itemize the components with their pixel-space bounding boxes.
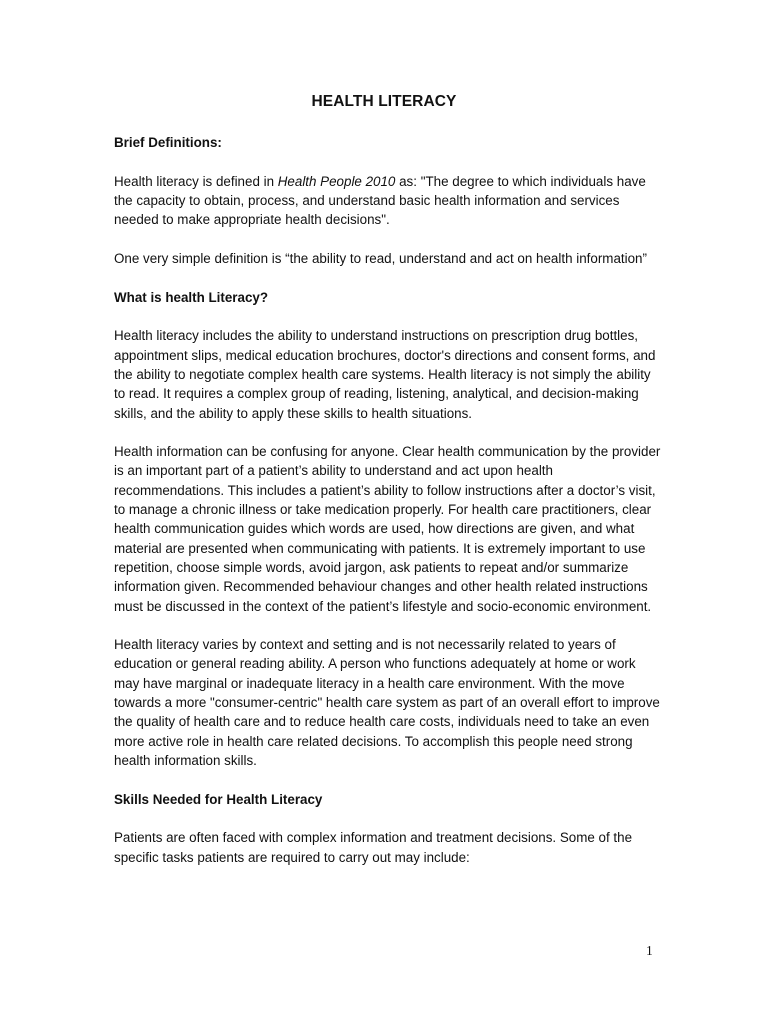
- what-is-paragraph-3: Health literacy varies by context and setting and is not necessarily related to years of education or general reading ability. A person who functions adequately at home or work may have marginal or inadequate literacy in a health care environment. With the move towards a more "consumer-centric" health care system as part of an overall effort to improve the quality of health care and to reduce health care costs, individuals need to take an even more active role in health care related decisions. To accomplish this people need strong health information skills.: [114, 637, 660, 768]
- document-body: [114, 133, 662, 886]
- definition-text-pre: Health literacy is defined in: [114, 173, 278, 189]
- section-heading-what-is: What is health Literacy?: [114, 289, 269, 305]
- definition-paragraph-1: [114, 172, 662, 230]
- page-title: HEALTH LITERACY: [311, 93, 457, 110]
- skills-paragraph-1: Patients are often faced with complex information and treatment decisions. Some of the specific tasks patients are required to carry out may include:: [114, 830, 633, 865]
- what-is-paragraph-2: Health information can be confusing for anyone. Clear health communication by the provider is an important part of a patient’s ability to understand and act upon health recommendations. This includes a patient’s ability to follow instructions after a doctor’s visit, to manage a chronic illness or take medication properly. For health care practitioners, clear health communication guides which words are used, how directions are given, and what material are presented when communicating with patients. It is extremely important to use repetition, choose simple words, avoid jargon, ask patients to repeat and/or summarize information given. Recommended behaviour changes and other health related instructions must be discussed in the context of the patient’s lifestyle and socio-economic environment.: [114, 444, 661, 614]
- page-number: 1: [646, 943, 653, 958]
- section-heading-skills: Skills Needed for Health Literacy: [114, 791, 323, 807]
- definition-paragraph-2: One very simple definition is “the ability to read, understand and act on health information”: [114, 250, 647, 266]
- section-heading-brief-definitions: Brief Definitions:: [114, 135, 222, 150]
- what-is-paragraph-1: Health literacy includes the ability to understand instructions on prescription drug bottles, appointment slips, medical education brochures, doctor's directions and consent forms, and the ability to negotiate complex health care systems. Health literacy is not simply the ability to read. It requires a complex group of reading, listening, analytical, and decision-making skills, and the ability to apply these skills to health situations.: [114, 328, 656, 421]
- definition-text-post: as: "The degree to which individuals have the capacity to obtain, process, and understand basic health information and services needed to make appropriate health decisions".: [114, 173, 646, 228]
- definition-source-title: Health People 2010: [277, 173, 396, 189]
